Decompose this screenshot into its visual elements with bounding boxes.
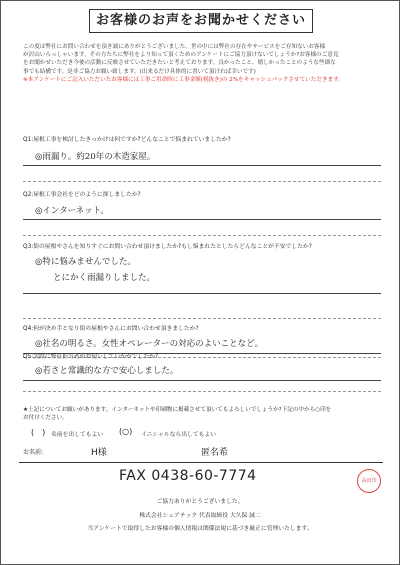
question-3: Q3:街の屋根やさんを知りすぐにお問い合わせ頂けましたか?もし悩まれたとしたらどんなことが不安でしたか? bbox=[23, 244, 312, 250]
name-label: お名前: bbox=[23, 449, 44, 456]
checkbox-initial-selected[interactable]: (○) bbox=[119, 427, 133, 436]
company-name: 株式会社シェアテック 代表取締役 大久保 誠二 bbox=[139, 513, 261, 519]
publication-note bbox=[23, 406, 383, 422]
answer-3-line-2: とにかく雨漏りしました。 bbox=[53, 273, 156, 283]
name-signature: 匿名希 bbox=[201, 448, 229, 458]
question-1: Q1:屋根工事を検討したきっかけは何ですか?どんなことで悩まれていましたか? bbox=[23, 137, 231, 143]
intro-text bbox=[23, 43, 383, 84]
intro-line: をお聞かせいただき今後の活動に反映させていただきたいと考えております。良かったこと、嬉しかったことのような些細な bbox=[23, 60, 336, 67]
answer-5: ◎若さと常識的な方で安心しました。 bbox=[35, 366, 179, 376]
intro-line: この度は弊社にお問い合わせを頂き誠にありがとうございました。世の中には弊社の存在やサービスをご存知ないお客様 bbox=[23, 44, 326, 50]
thanks-text: ご協力ありがとうございました。 bbox=[156, 499, 244, 505]
consent-option-name: 名前を出してもよい bbox=[51, 432, 104, 438]
checkbox-name[interactable]: ( ) bbox=[31, 428, 46, 437]
divider bbox=[23, 391, 381, 392]
answer-3-box bbox=[23, 249, 381, 294]
name-field bbox=[19, 442, 383, 463]
answer-1: ◎雨漏り。約20年の木造家屋。 bbox=[35, 152, 156, 162]
answer-1-box bbox=[23, 141, 381, 166]
consent-option-initial: イニシャルなら出してもよい bbox=[141, 432, 217, 438]
question-4: Q4:何が決め手となり街の屋根やさんにお問い合わせ頂きましたか? bbox=[23, 326, 199, 332]
question-2: Q2:屋根工事会社をどのように探しましたか? bbox=[23, 192, 141, 198]
intro-line: が沢山いらっしゃいます。その方たちに弊社をより知って頂くためのアンケートにご協力頂けないでしょうか?お客様のご意見 bbox=[23, 52, 339, 59]
intro-line: 事でも結構です。是非ご協力お願い致します。(出来るだけ具体的に書いて頂ければ幸いです) bbox=[23, 68, 256, 75]
answer-2: ◎インターネット。 bbox=[35, 206, 109, 216]
question-5: Q5:実際に弊社担当者がお伺いしていかがでしたか? bbox=[23, 354, 159, 360]
answer-5-box bbox=[23, 358, 381, 381]
name-value: H様 bbox=[91, 448, 107, 458]
fax-number: FAX 0438-60-7774 bbox=[119, 468, 257, 484]
divider bbox=[23, 181, 381, 182]
privacy-note: 当アンケートで取得したお客様の個人情報は関係法規に基づき厳正に管理いたします。 bbox=[87, 526, 313, 532]
answer-3: ◎特に悩みませんでした。 bbox=[35, 257, 136, 267]
note-line: お付けください。 bbox=[23, 415, 68, 421]
divider bbox=[23, 318, 381, 319]
cashback-note: ※本アンケートにご記入いただいたお客様には工事ご用命時に工事金額(税抜き)の 2%をキャッシュバックさせていただきます。 bbox=[23, 76, 344, 83]
page-title: お客様のお声をお聞かせください bbox=[89, 9, 313, 33]
note-line: ★上記についてお願いがあります。インターネットや印刷物に掲載させて頂いてもよろしいでしょうか?下記の中から○印を bbox=[23, 407, 332, 413]
stamp-icon: 高田印 bbox=[357, 469, 381, 493]
answer-2-box bbox=[23, 197, 381, 220]
answer-4: ◎社名の明るさ。女性オペレーターの対応のよいことなど。 bbox=[35, 339, 264, 349]
divider bbox=[23, 235, 381, 236]
